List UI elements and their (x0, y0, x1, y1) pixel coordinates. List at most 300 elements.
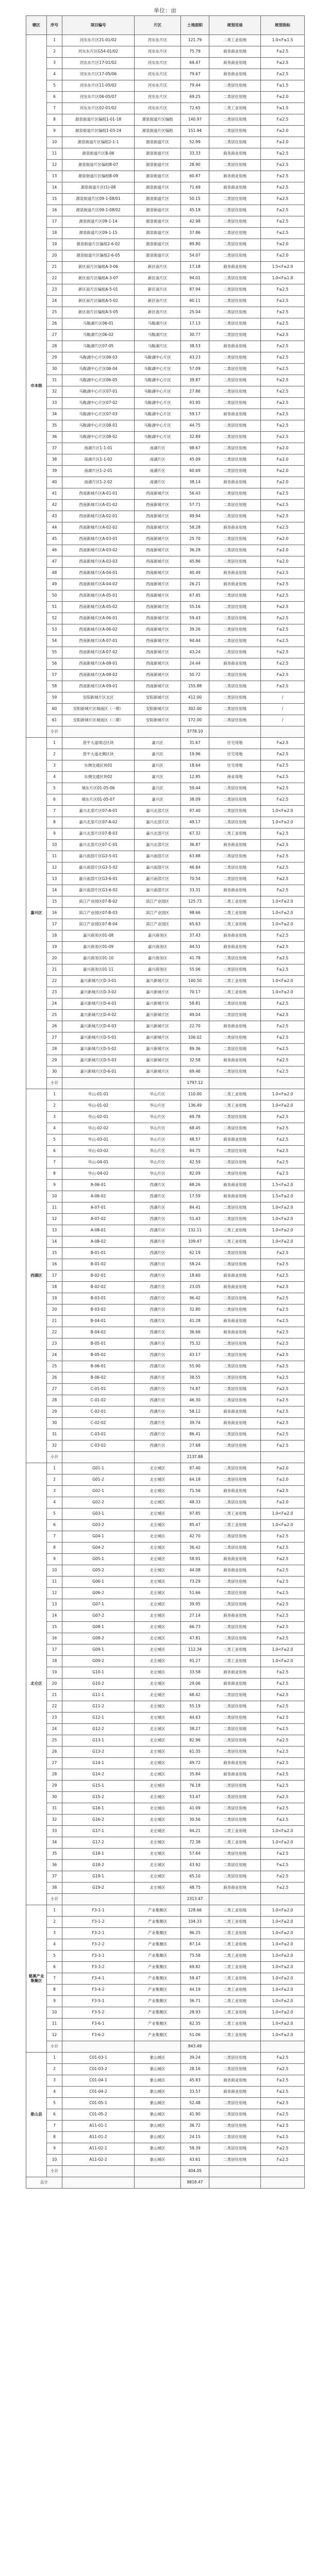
table-cell: G19-1 (62, 1871, 135, 1883)
table-cell: 二类居住用地 (209, 1633, 261, 1645)
table-cell: 商务商业用地 (209, 1282, 261, 1293)
table-cell: 4 (47, 1123, 62, 1134)
table-cell: 45.09 (181, 454, 209, 466)
table-cell: 17 (47, 919, 62, 930)
table-cell: F≤2.5 (261, 46, 305, 58)
table-row (26, 318, 305, 330)
table-cell: 嘉兴区 (135, 794, 181, 806)
table-cell: 嘉兴北部片区 (135, 828, 181, 840)
table-cell: 二类工业用地 (209, 2007, 261, 2019)
table-cell: 15 (47, 1248, 62, 1259)
table-cell: 25 (47, 307, 62, 318)
table-cell: 嘉兴南部片区 (135, 874, 181, 885)
table-cell: 商务商业用地 (209, 148, 261, 160)
table-row (26, 1021, 305, 1032)
table-cell: 35.84 (181, 1769, 209, 1781)
table-cell: 42 (47, 500, 62, 511)
table-cell: F≤2.5 (261, 488, 305, 500)
table-cell: 西湖片区 (135, 1372, 181, 1384)
table-row (26, 511, 305, 522)
table-row (26, 783, 305, 794)
table-cell: 31 (47, 1429, 62, 1440)
table-cell: 30 (47, 1792, 62, 1803)
table-row (26, 1837, 305, 1849)
table-row (26, 1509, 305, 1520)
table-cell: 61 (47, 715, 62, 726)
table-cell: 二类工业用地 (209, 103, 261, 114)
subtotal-cell (62, 726, 135, 738)
table-cell: 28.16 (181, 2064, 209, 2075)
table-row (26, 681, 305, 692)
table-row (26, 806, 305, 817)
table-cell: 源泉街道片区 (135, 228, 181, 239)
table-cell: 42.59 (181, 1157, 209, 1168)
table-cell: 二类居住用地 (209, 137, 261, 148)
table-row (26, 1191, 305, 1202)
table-cell: 西南新城片区A-05-01 (62, 590, 135, 602)
table-cell: 412.00 (181, 692, 209, 704)
table-cell: 1.0<F≤2.0 (261, 1928, 305, 1939)
subtotal-cell (261, 726, 305, 738)
table-cell: 北仑城区 (135, 1837, 181, 1849)
table-row (26, 182, 305, 194)
table-row (26, 1293, 305, 1304)
table-cell: 11 (47, 1202, 62, 1214)
table-cell: 嘉兴新城片区D-4-03 (62, 1021, 135, 1032)
table-cell: 24.15 (181, 2132, 209, 2143)
table-cell: 二类居住用地 (209, 364, 261, 375)
table-cell: 41.09 (181, 1803, 209, 1815)
table-cell: 华山片区 (135, 1089, 181, 1100)
subtotal-row (26, 1894, 305, 1905)
table-cell: 60 (47, 704, 62, 715)
table-cell: 3 (47, 1486, 62, 1497)
table-row (26, 330, 305, 341)
table-cell: 二类居住用地 (209, 511, 261, 522)
table-cell: G08-2 (62, 1633, 135, 1645)
table-cell: 安阳新城片区 (135, 715, 181, 726)
table-cell: 华山-04-01 (62, 1157, 135, 1168)
table-cell: 南湖片区1-1-01 (62, 443, 135, 454)
table-cell: F≤2.5 (261, 2132, 305, 2143)
table-row (26, 262, 305, 273)
table-cell: 10 (47, 1565, 62, 1577)
table-cell: 33.57 (181, 2087, 209, 2098)
table-cell: 二类工业用地 (209, 919, 261, 930)
table-cell: 北仑城区 (135, 1497, 181, 1509)
table-cell: 155.88 (181, 681, 209, 692)
table-cell: 38.27 (181, 1724, 209, 1735)
table-cell: 西南新城片区 (135, 636, 181, 647)
table-row (26, 69, 305, 80)
table-cell: 象山城区 (135, 2143, 181, 2155)
table-cell: 产业集聚区 (135, 1905, 181, 1917)
table-cell: 32.58 (181, 1055, 209, 1066)
table-cell: F≤2.5 (261, 318, 305, 330)
table-cell: 二类居住用地 (209, 398, 261, 409)
table-cell: F≤2.5 (261, 794, 305, 806)
table-cell: 61.35 (181, 1747, 209, 1758)
table-cell: 50.72 (181, 670, 209, 681)
table-cell: 43.23 (181, 352, 209, 364)
table-cell: 西南新城片区A-08-02 (62, 670, 135, 681)
table-cell: 24 (47, 998, 62, 1010)
table-cell: 18.60 (181, 1270, 209, 1282)
table-row (26, 522, 305, 534)
table-cell: F≤2.5 (261, 432, 305, 443)
table-cell: 新区南片区 (135, 273, 181, 284)
table-row (26, 1259, 305, 1270)
table-row (26, 1429, 305, 1440)
table-cell: 二类工业用地 (209, 1973, 261, 1985)
table-cell: 商务商业用地 (209, 1270, 261, 1282)
table-cell: 西湖片区 (135, 1293, 181, 1304)
table-cell: 北仑城区 (135, 1475, 181, 1486)
table-cell: 67.32 (181, 828, 209, 840)
table-cell: 39.95 (181, 1599, 209, 1611)
table-cell: 19 (47, 1667, 62, 1679)
table-cell: 北仑城区 (135, 1758, 181, 1769)
table-row (26, 1032, 305, 1044)
table-cell: 43.24 (181, 647, 209, 658)
table-cell: G02-2 (62, 1497, 135, 1509)
table-cell: 11 (47, 851, 62, 862)
table-cell: 58.81 (181, 998, 209, 1010)
table-cell: 1.0<F≤2.0 (261, 987, 305, 998)
table-row (26, 885, 305, 896)
subtotal-cell (135, 2166, 181, 2177)
table-cell: 1.0<F≤2.0 (261, 1951, 305, 1962)
table-cell: F≤2.5 (261, 364, 305, 375)
table-cell: 二类居住用地 (209, 1066, 261, 1078)
table-row (26, 760, 305, 772)
table-cell: 70.54 (181, 874, 209, 885)
table-cell: 1.0<F≤2.0 (261, 1089, 305, 1100)
table-row (26, 284, 305, 296)
table-cell: B-01-02 (62, 1259, 135, 1270)
table-row (26, 1440, 305, 1452)
table-cell: F≤2.5 (261, 647, 305, 658)
table-row (26, 1599, 305, 1611)
table-cell: 15 (47, 194, 62, 205)
table-cell: G04-2 (62, 1543, 135, 1554)
table-row (26, 114, 305, 126)
subtotal-cell: 2313.47 (181, 1894, 209, 1905)
table-cell: 商务商业用地 (209, 2075, 261, 2087)
table-cell: 西湖片区 (135, 1361, 181, 1372)
table-cell: 商务商业用地 (209, 182, 261, 194)
table-cell: 商务商业用地 (209, 171, 261, 182)
table-cell: 43 (47, 511, 62, 522)
table-cell: 5 (47, 80, 62, 92)
table-cell: 二类居住用地 (209, 1781, 261, 1792)
table-cell: 36.42 (181, 1543, 209, 1554)
table-row (26, 409, 305, 420)
table-cell: F≤2.5 (261, 670, 305, 681)
table-cell: 二类居住用地 (209, 1293, 261, 1304)
table-cell: 43.92 (181, 1860, 209, 1871)
table-cell: 二类居住用地 (209, 80, 261, 92)
table-cell: G07-2 (62, 1611, 135, 1622)
table-row (26, 1395, 305, 1406)
table-cell: F≤2.5 (261, 2109, 305, 2121)
table-cell: 25.04 (181, 307, 209, 318)
table-cell: 29 (47, 352, 62, 364)
table-cell: 17.18 (181, 262, 209, 273)
table-cell: 66.73 (181, 1622, 209, 1633)
table-cell: 9 (47, 828, 62, 840)
table-cell: 6 (47, 92, 62, 103)
table-cell: 嘉兴区 (135, 772, 181, 783)
table-cell: 13 (47, 874, 62, 885)
table-cell: 17 (47, 1645, 62, 1656)
table-row (26, 647, 305, 658)
table-cell: 172.00 (181, 715, 209, 726)
table-cell: 26 (47, 1747, 62, 1758)
table-cell: 1 (47, 1905, 62, 1917)
table-cell: F≤2.5 (261, 194, 305, 205)
table-cell: 27 (47, 1032, 62, 1044)
table-cell: 34 (47, 1837, 62, 1849)
table-row (26, 1463, 305, 1475)
table-cell: 二类居住用地 (209, 2053, 261, 2064)
table-cell: 河东东片区02-01/02 (62, 103, 135, 114)
subtotal-row (26, 2166, 305, 2177)
table-cell: 12.85 (181, 772, 209, 783)
table-cell: 13 (47, 1225, 62, 1236)
table-cell: 1.0<F≤2.0 (261, 1917, 305, 1928)
table-cell: 二类居住用地 (209, 114, 261, 126)
table-cell: 二类居住用地 (209, 964, 261, 976)
table-row (26, 1236, 305, 1248)
table-cell: 马鞍湖片区07-05 (62, 341, 135, 352)
table-row (26, 613, 305, 624)
table-cell: 24 (47, 1350, 62, 1361)
table-cell: 二类居住用地 (209, 783, 261, 794)
table-cell: 象山城区 (135, 2053, 181, 2064)
table-cell: 42.98 (181, 216, 209, 228)
table-cell: 38.53 (181, 341, 209, 352)
table-cell: F≤2.5 (261, 1849, 305, 1860)
table-row (26, 2109, 305, 2121)
table-cell: 住宅用地 (209, 760, 261, 772)
grand-total-cell (209, 2177, 261, 2189)
table-cell: 二类工业用地 (209, 828, 261, 840)
table-cell: 二类居住用地 (209, 2109, 261, 2121)
table-cell: 1.0<F≤2.0 (261, 1225, 305, 1236)
table-cell: G03-2 (62, 1520, 135, 1531)
table-cell: F≤2.5 (261, 1486, 305, 1497)
table-cell: G06-1 (62, 1577, 135, 1588)
table-cell: 二类居住用地 (209, 1803, 261, 1815)
table-cell: 55.16 (181, 602, 209, 613)
table-cell: 19 (47, 942, 62, 953)
table-row (26, 1792, 305, 1803)
table-cell: 二类居住用地 (209, 443, 261, 454)
table-cell: 华山片区 (135, 1157, 181, 1168)
table-row (26, 624, 305, 636)
table-cell: F≤2.5 (261, 341, 305, 352)
table-cell: F≤2.5 (261, 307, 305, 318)
table-cell: F≤2.5 (261, 284, 305, 296)
table-cell: 二类居住用地 (209, 330, 261, 341)
table-cell: 8 (47, 114, 62, 126)
table-cell: 二类居住用地 (209, 794, 261, 806)
table-cell: F≤2.5 (261, 1123, 305, 1134)
table-cell: 57 (47, 670, 62, 681)
table-cell: 二类居住用地 (209, 624, 261, 636)
table-cell: 79.67 (181, 69, 209, 80)
table-row (26, 1134, 305, 1146)
table-cell: 96.42 (181, 1293, 209, 1304)
table-cell: 21 (47, 262, 62, 273)
table-cell: 1.0<F≤2.0 (261, 1100, 305, 1112)
table-cell: 12 (47, 862, 62, 874)
table-cell: 源泉街道片区(1)-08 (62, 182, 135, 194)
table-row (26, 1747, 305, 1758)
table-cell: 嘉兴新城片区D-5-03 (62, 1055, 135, 1066)
table-cell: F3-3-1 (62, 1951, 135, 1962)
table-cell: 河东东片区 (135, 103, 181, 114)
table-cell: 59.17 (181, 409, 209, 420)
table-row (26, 420, 305, 432)
table-cell: C-03-01 (62, 1429, 135, 1440)
table-cell: 西湖片区 (135, 1202, 181, 1214)
table-cell: 嘉兴南部片区G3-6-02 (62, 885, 135, 896)
table-cell: 2 (47, 1100, 62, 1112)
table-cell: 商业用地 (209, 772, 261, 783)
table-cell: 西南新城片区 (135, 681, 181, 692)
table-row (26, 2143, 305, 2155)
table-cell: 24 (47, 296, 62, 307)
table-cell: 北仑城区 (135, 1509, 181, 1520)
table-cell: 34 (47, 409, 62, 420)
table-cell: 2 (47, 749, 62, 760)
table-cell: 9 (47, 2143, 62, 2155)
table-row (26, 1543, 305, 1554)
table-cell: 19 (47, 1293, 62, 1304)
table-cell: 23 (47, 1338, 62, 1350)
table-cell: F≤2.5 (261, 2053, 305, 2064)
table-cell: A11-01-2 (62, 2132, 135, 2143)
table-row (26, 840, 305, 851)
region-cell: 北仑区 (26, 1463, 47, 1905)
table-cell: 嘉兴北部片区07-C-01 (62, 840, 135, 851)
subtotal-cell: 小计 (47, 1452, 62, 1463)
table-cell: F≤2.0 (261, 545, 305, 556)
table-cell: F≤2.5 (261, 1044, 305, 1055)
table-cell: 二类居住用地 (209, 1010, 261, 1021)
table-cell: C01-03-2 (62, 2064, 135, 2075)
table-cell: 27 (47, 330, 62, 341)
table-cell: F≤2.5 (261, 2121, 305, 2132)
table-cell: F≤2.5 (261, 930, 305, 942)
table-cell: 57.64 (181, 1849, 209, 1860)
table-cell: F3-2-1 (62, 1928, 135, 1939)
table-cell: 28.90 (181, 160, 209, 171)
table-cell: 4 (47, 2087, 62, 2098)
table-cell: 68.45 (181, 1123, 209, 1134)
table-cell: 44.63 (181, 1713, 209, 1724)
table-row (26, 454, 305, 466)
table-cell: 二类居住用地 (209, 1724, 261, 1735)
table-row (26, 228, 305, 239)
table-row (26, 1679, 305, 1690)
table-cell: 20 (47, 953, 62, 964)
table-cell: 嘉兴北部片区 (135, 806, 181, 817)
header-cell: 规划指标 (261, 16, 305, 35)
table-cell: 4 (47, 69, 62, 80)
table-cell: G17-2 (62, 1837, 135, 1849)
table-cell: 二类居住用地 (209, 1599, 261, 1611)
table-cell: 5 (47, 1134, 62, 1146)
table-cell: 55.06 (181, 964, 209, 976)
table-cell: 36.71 (181, 1996, 209, 2007)
table-cell: 二类工业用地 (209, 976, 261, 987)
table-cell: F≤2.5 (261, 1792, 305, 1803)
table-cell: 新区南片区 (135, 284, 181, 296)
table-cell: F≤2.5 (261, 1531, 305, 1543)
table-row (26, 1645, 305, 1656)
table-cell: F3-4-2 (62, 1985, 135, 1996)
table-row (26, 1406, 305, 1418)
table-cell: 产业集聚区 (135, 2007, 181, 2019)
table-cell: F≤2.0 (261, 534, 305, 545)
table-cell: 二类工业用地 (209, 896, 261, 908)
table-cell: 82.96 (181, 1735, 209, 1747)
table-cell: 马鞍湖片区 (135, 318, 181, 330)
table-row (26, 432, 305, 443)
table-cell: F≤2.5 (261, 1021, 305, 1032)
table-cell: 嘉兴新城片区 (135, 1010, 181, 1021)
table-cell: 5 (47, 1951, 62, 1962)
table-cell: 36.87 (181, 840, 209, 851)
table-cell: 63.88 (181, 851, 209, 862)
table-cell: 32 (47, 1440, 62, 1452)
table-cell: 嘉兴南部片区G3-5-02 (62, 862, 135, 874)
table-cell: 58 (47, 681, 62, 692)
table-cell: 58.91 (181, 1554, 209, 1565)
table-cell: 41.78 (181, 953, 209, 964)
table-cell: 华山片区 (135, 1123, 181, 1134)
table-row (26, 1531, 305, 1543)
table-cell: 12 (47, 2030, 62, 2041)
table-cell: 商务商业用地 (209, 1055, 261, 1066)
table-cell: 马鞍湖中心片区 (135, 352, 181, 364)
table-cell: F≤2.5 (261, 1304, 305, 1316)
table-row (26, 466, 305, 477)
table-cell: 39.26 (181, 624, 209, 636)
table-cell: 49.04 (181, 1010, 209, 1021)
table-cell: F≤2.5 (261, 1134, 305, 1146)
table-cell: 北仑城区 (135, 1645, 181, 1656)
table-row (26, 80, 305, 92)
table-cell: 32 (47, 386, 62, 398)
table-cell: 二类居住用地 (209, 2155, 261, 2166)
table-cell: 30 (47, 364, 62, 375)
table-cell: 14 (47, 885, 62, 896)
table-row (26, 1282, 305, 1293)
table-cell: 12 (47, 1588, 62, 1599)
table-cell: 1.0<F≤1.5 (261, 35, 305, 46)
table-row (26, 2053, 305, 2064)
table-cell: 57.71 (181, 500, 209, 511)
table-cell: B-02-02 (62, 1282, 135, 1293)
grand-total-cell: 9818.47 (181, 2177, 209, 2189)
table-row (26, 1157, 305, 1168)
table-cell: 二类居住用地 (209, 590, 261, 602)
table-cell: 23 (47, 284, 62, 296)
